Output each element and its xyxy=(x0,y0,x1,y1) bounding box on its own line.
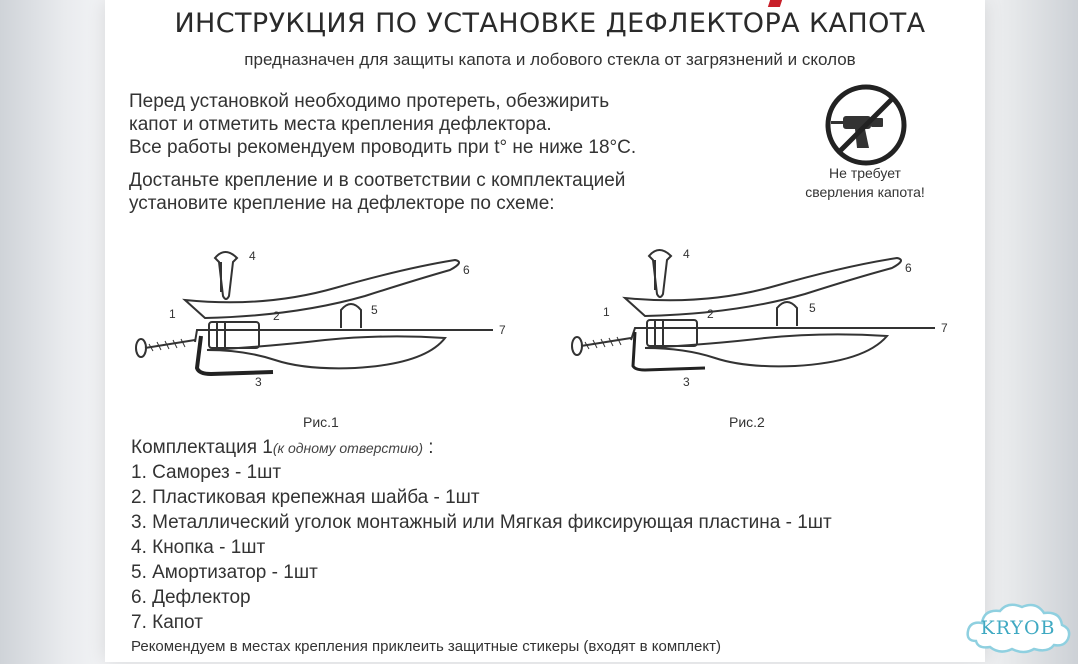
intro-line: капот и отметить места крепления дефлектора. xyxy=(129,114,552,135)
label-7: 7 xyxy=(499,323,506,337)
figure-2 xyxy=(565,238,985,413)
no-drill-line: сверления капота! xyxy=(805,184,925,200)
figure-1-diagram xyxy=(125,238,545,408)
intro-text xyxy=(129,90,636,215)
kit-colon: : xyxy=(423,437,434,458)
label-5: 5 xyxy=(371,303,378,317)
kit-item: 1. Саморез - 1шт xyxy=(131,462,282,483)
no-drill-line: Не требует xyxy=(829,165,901,181)
no-drill-caption xyxy=(775,164,955,202)
red-accent-mark xyxy=(768,0,782,7)
label-1: 1 xyxy=(603,305,610,319)
kit-note: (к одному отверстию) xyxy=(272,440,424,456)
cloud-logo-icon xyxy=(962,597,1074,659)
label-3: 3 xyxy=(255,375,262,389)
label-2: 2 xyxy=(273,309,280,323)
intro-line: Перед установкой необходимо протереть, обезжирить xyxy=(129,91,610,112)
figure-2-caption: Рис.2 xyxy=(729,414,765,430)
label-4: 4 xyxy=(249,249,256,263)
kit-section xyxy=(131,436,832,657)
label-1: 1 xyxy=(169,307,176,321)
page-subtitle: предназначен для защиты капота и лобового стекла от загрязнений и сколов xyxy=(244,50,856,69)
label-6: 6 xyxy=(463,263,470,277)
kit-item: 2. Пластиковая крепежная шайба - 1шт xyxy=(131,487,480,508)
kit-item: 7. Капот xyxy=(131,612,203,633)
kit-item: 4. Кнопка - 1шт xyxy=(131,537,266,558)
label-7: 7 xyxy=(941,321,948,335)
figure-1-caption: Рис.1 xyxy=(303,414,339,430)
intro-line: установите крепление на дефлекторе по схеме: xyxy=(129,193,555,214)
footer-note: Рекомендуем в местах крепления приклеить защитные стикеры (входят в комплект) xyxy=(131,638,721,655)
kit-title xyxy=(131,436,832,460)
intro-line: Все работы рекомендуем проводить при t° не ниже 18°С. xyxy=(129,137,637,158)
no-drill-icon xyxy=(821,80,911,170)
instruction-sheet xyxy=(105,0,985,662)
kit-title-text: Комплектация 1 xyxy=(131,437,273,458)
label-3: 3 xyxy=(683,375,690,389)
logo-text: KRYOB xyxy=(980,617,1056,639)
label-6: 6 xyxy=(905,261,912,275)
kit-list xyxy=(131,460,832,635)
kit-item: 5. Амортизатор - 1шт xyxy=(131,562,318,583)
kit-item: 6. Дефлектор xyxy=(131,587,251,608)
label-2: 2 xyxy=(707,307,714,321)
label-4: 4 xyxy=(683,247,690,261)
kit-item: 3. Металлический уголок монтажный или Мягкая фиксирующая пластина - 1шт xyxy=(131,512,832,533)
label-5: 5 xyxy=(809,301,816,315)
page-title: ИНСТРУКЦИЯ ПО УСТАНОВКЕ ДЕФЛЕКТОРА КАПОТА xyxy=(174,8,926,39)
figure-2-diagram xyxy=(565,238,985,408)
figure-1 xyxy=(125,238,545,413)
intro-line: Достаньте крепление и в соответствии с комплектацией xyxy=(129,170,626,191)
